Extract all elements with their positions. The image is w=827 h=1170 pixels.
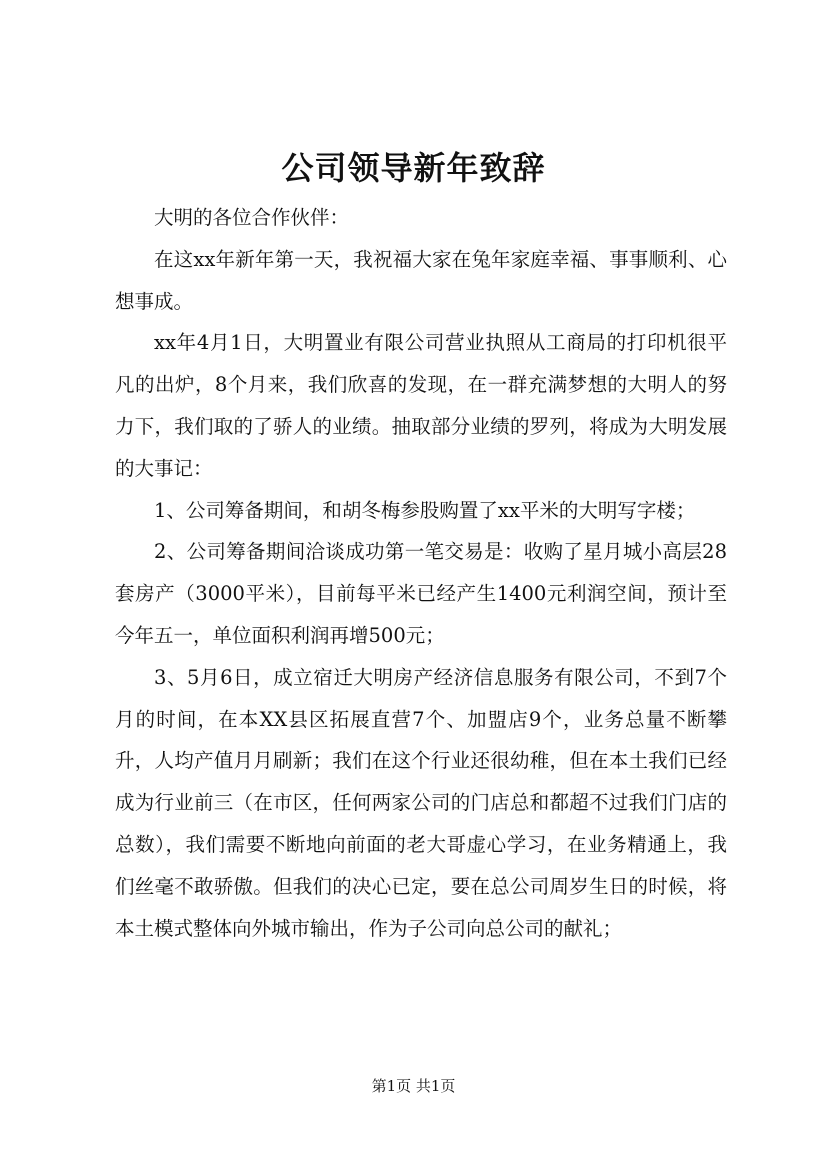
paragraph-item-3: 3、5月6日，成立宿迁大明房产经济信息服务有限公司，不到7个月的时间，在本XX县区拓展直营7个、加盟店9个，业务总量不断攀升，人均产值月月刷新；我们在这个行业还很幼稚，但在本土我们已经成为行业前三（在市区，任何两家公司的门店总和都超不过我们门店的总数），我们需要不断地向前面的老大哥虚心学习，在业务精通上，我们丝毫不敢骄傲。但我们的决心已定，要在总公司周岁生日的时候，将本土模式整体向外城市输出，作为子公司向总公司的献礼； [115, 665, 727, 940]
paragraph-greeting: 在这xx年新年第一天，我祝福大家在兔年家庭幸福、事事顺利、心想事成。 [115, 247, 727, 313]
document-title: 公司领导新年致辞 [281, 149, 546, 187]
paragraph-salutation: 大明的各位合作伙伴： [154, 206, 350, 229]
paragraph-item-1: 1、公司筹备期间，和胡冬梅参股购置了xx平米的大明写字楼； [154, 498, 696, 522]
document-body [115, 197, 727, 949]
page-footer: 第1页 共1页 [371, 1077, 456, 1095]
paragraph-intro: xx年4月1日，大明置业有限公司营业执照从工商局的打印机很平凡的出炉，8个月来，我们欣喜的发现，在一群充满梦想的大明人的努力下，我们取的了骄人的业绩。抽取部分业绩的罗列，将成为大明发展的大事记： [115, 331, 727, 480]
paragraph-item-2: 2、公司筹备期间洽谈成功第一笔交易是：收购了星月城小高层28套房产（3000平米），目前每平米已经产生1400元利润空间，预计至今年五一，单位面积利润再增500元； [115, 540, 727, 647]
